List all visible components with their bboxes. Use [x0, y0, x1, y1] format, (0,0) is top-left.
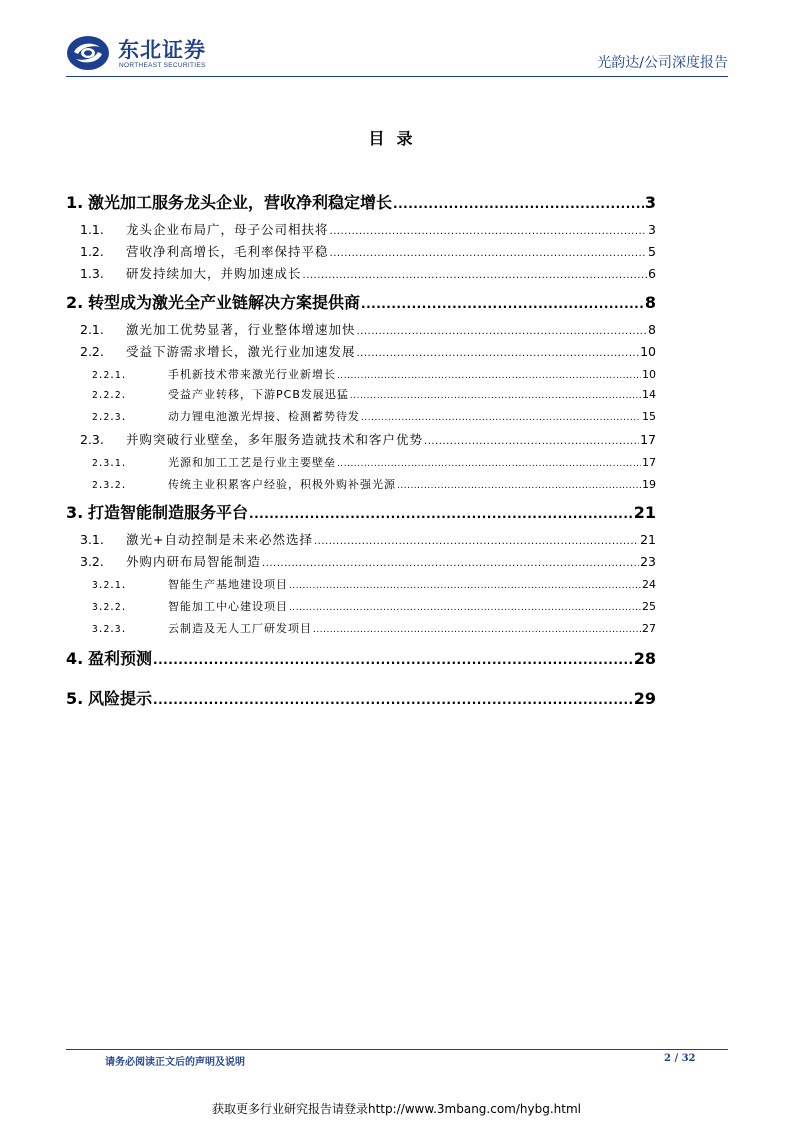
- toc-title: 目录: [368, 129, 425, 148]
- toc-leader-dots: [153, 653, 633, 667]
- toc-entry-number: 2.2.3.: [92, 412, 127, 423]
- toc-entry-title: 手机新技术带来激光行业新增长: [168, 368, 336, 381]
- toc-entry-number: 2.1.: [80, 322, 104, 337]
- toc-entry-title: 激光加工优势显著，行业整体增速加快: [126, 322, 356, 337]
- toc-entry-number: 4.: [66, 649, 84, 668]
- toc-entry[interactable]: [66, 430, 656, 448]
- toc-entry[interactable]: [66, 620, 656, 636]
- toc-entry-page: 28: [633, 649, 656, 668]
- toc-entry-page: 6: [648, 266, 656, 281]
- toc-entry-title: 受益下游需求增长，激光行业加速发展: [126, 344, 356, 359]
- toc-entry[interactable]: [66, 220, 656, 238]
- toc-entry[interactable]: [66, 366, 656, 382]
- toc-leader-dots: [361, 297, 644, 311]
- toc-entry-page: 10: [640, 344, 656, 359]
- toc-leader-dots: [249, 507, 633, 521]
- toc-entry-page: 24: [642, 578, 656, 591]
- header-divider: [66, 76, 728, 77]
- toc-entry[interactable]: [66, 646, 656, 669]
- brand-name-en: NORTHEAST SECURITIES: [119, 62, 206, 69]
- toc-entry[interactable]: [66, 530, 656, 548]
- toc-entry-title: 激光+自动控制是未来必然选择: [126, 532, 313, 547]
- toc-entry-title: 受益产业转移，下游PCB发展迅猛: [168, 388, 349, 401]
- toc-entry-title: 传统主业积累客户经验，积极外购补强光源: [168, 478, 396, 491]
- toc-leader-dots: [330, 248, 648, 259]
- toc-entry-number: 2.: [66, 293, 84, 312]
- toc-leader-dots: [357, 348, 640, 359]
- toc-entry[interactable]: [66, 686, 656, 709]
- toc-leader-dots: [314, 536, 639, 547]
- toc-entry-page: 25: [642, 600, 656, 613]
- toc-entry-number: 3.1.: [80, 532, 104, 547]
- toc-leader-dots: [337, 371, 641, 381]
- toc-entry-title: 外购内研布局智能制造: [126, 554, 262, 569]
- toc-leader-dots: [350, 391, 641, 401]
- toc-entry-page: 14: [642, 388, 656, 401]
- toc-entry-number: 2.3.1.: [92, 458, 127, 469]
- toc-entry-page: 8: [648, 322, 656, 337]
- toc-entry-title: 盈利预测: [88, 649, 153, 668]
- northeast-securities-logo-icon: [66, 35, 112, 71]
- toc-entry[interactable]: [66, 342, 656, 360]
- toc-entry-number: 1.1.: [80, 222, 104, 237]
- toc-entry-page: 3: [648, 222, 656, 237]
- toc-entry-number: 3.: [66, 503, 84, 522]
- toc-leader-dots: [303, 270, 648, 281]
- toc-entry-title: 转型成为激光全产业链解决方案提供商: [88, 293, 361, 312]
- toc-entry-title: 光源和加工工艺是行业主要壁垒: [168, 456, 336, 469]
- toc-entry-number: 2.3.2.: [92, 480, 127, 491]
- page-number: 2 / 32: [664, 1053, 696, 1064]
- toc-leader-dots: [424, 436, 639, 447]
- toc-entry-number: 2.2.: [80, 344, 104, 359]
- page-header: [66, 32, 728, 74]
- toc-entry[interactable]: [66, 552, 656, 570]
- toc-entry-number: 3.2.3.: [92, 624, 127, 635]
- toc-entry-number: 5.: [66, 689, 84, 708]
- toc-entry[interactable]: [66, 320, 656, 338]
- toc-entry-page: 5: [648, 244, 656, 259]
- toc-entry-number: 2.2.2.: [92, 390, 127, 401]
- toc-entry[interactable]: [66, 408, 656, 424]
- toc-entry-page: 17: [640, 432, 656, 447]
- toc-entry-number: 2.2.1.: [92, 370, 127, 381]
- toc-entry-title: 龙头企业布局广，母子公司相扶将: [126, 222, 329, 237]
- toc-entry-title: 营收净利高增长，毛利率保持平稳: [126, 244, 329, 259]
- toc-entry-title: 激光加工服务龙头企业，营收净利稳定增长: [88, 193, 393, 212]
- toc-entry-page: 3: [644, 193, 656, 212]
- toc-entry[interactable]: [66, 476, 656, 492]
- toc-entry[interactable]: [66, 576, 656, 592]
- toc-entry-number: 1.: [66, 193, 84, 212]
- toc-entry-title: 云制造及无人工厂研发项目: [168, 622, 312, 635]
- toc-leader-dots: [397, 481, 641, 491]
- toc-leader-dots: [289, 603, 641, 613]
- toc-entry-number: 1.2.: [80, 244, 104, 259]
- toc-entry-number: 3.2.1.: [92, 580, 127, 591]
- toc-entry-page: 17: [642, 456, 656, 469]
- toc-entry[interactable]: [66, 598, 656, 614]
- toc-entry-title: 动力锂电池激光焊接、检测蓄势待发: [168, 410, 360, 423]
- disclaimer-note: 请务必阅读正文后的声明及说明: [105, 1057, 245, 1068]
- brand-name: 东北证券: [118, 38, 206, 62]
- toc-entry-page: 21: [640, 532, 656, 547]
- toc-entry-title: 智能加工中心建设项目: [168, 600, 288, 613]
- toc-entry-number: 3.2.: [80, 554, 104, 569]
- toc-entry-title: 风险提示: [88, 689, 153, 708]
- toc-entry-number: 1.3.: [80, 266, 104, 281]
- source-link[interactable]: 获取更多行业研究报告请登录http://www.3mbang.com/hybg.html: [211, 1102, 581, 1116]
- report-tag: 光韵达/公司深度报告: [597, 55, 728, 71]
- toc-entry-title: 研发持续加大，并购加速成长: [126, 266, 302, 281]
- toc-leader-dots: [361, 413, 641, 423]
- toc-entry[interactable]: [66, 264, 656, 282]
- toc-entry[interactable]: [66, 290, 656, 313]
- toc-entry[interactable]: [66, 242, 656, 260]
- toc-entry[interactable]: [66, 500, 656, 523]
- toc-entry-page: 29: [633, 689, 656, 708]
- toc-entry-number: 3.2.2.: [92, 602, 127, 613]
- toc-entry-page: 8: [644, 293, 656, 312]
- footer-divider: [66, 1049, 728, 1050]
- toc-leader-dots: [393, 197, 644, 211]
- toc-entry-title: 打造智能制造服务平台: [88, 503, 249, 522]
- toc-entry[interactable]: [66, 454, 656, 470]
- toc-entry-page: 19: [642, 478, 656, 491]
- toc-entry-page: 27: [642, 622, 656, 635]
- toc-entry-page: 10: [642, 368, 656, 381]
- toc-leader-dots: [313, 625, 641, 635]
- toc-leader-dots: [262, 558, 639, 569]
- toc-entry[interactable]: [66, 190, 656, 213]
- toc-entry-page: 23: [640, 554, 656, 569]
- toc-entry[interactable]: [66, 386, 656, 402]
- toc-leader-dots: [357, 326, 648, 337]
- toc-leader-dots: [337, 459, 641, 469]
- toc-leader-dots: [330, 226, 648, 237]
- toc-entry-page: 21: [633, 503, 656, 522]
- toc-leader-dots: [289, 581, 641, 591]
- toc-leader-dots: [153, 693, 633, 707]
- toc-entry-page: 15: [642, 410, 656, 423]
- toc-entry-title: 并购突破行业壁垒，多年服务造就技术和客户优势: [126, 432, 424, 447]
- toc-entry-number: 2.3.: [80, 432, 104, 447]
- toc-entry-title: 智能生产基地建设项目: [168, 578, 288, 591]
